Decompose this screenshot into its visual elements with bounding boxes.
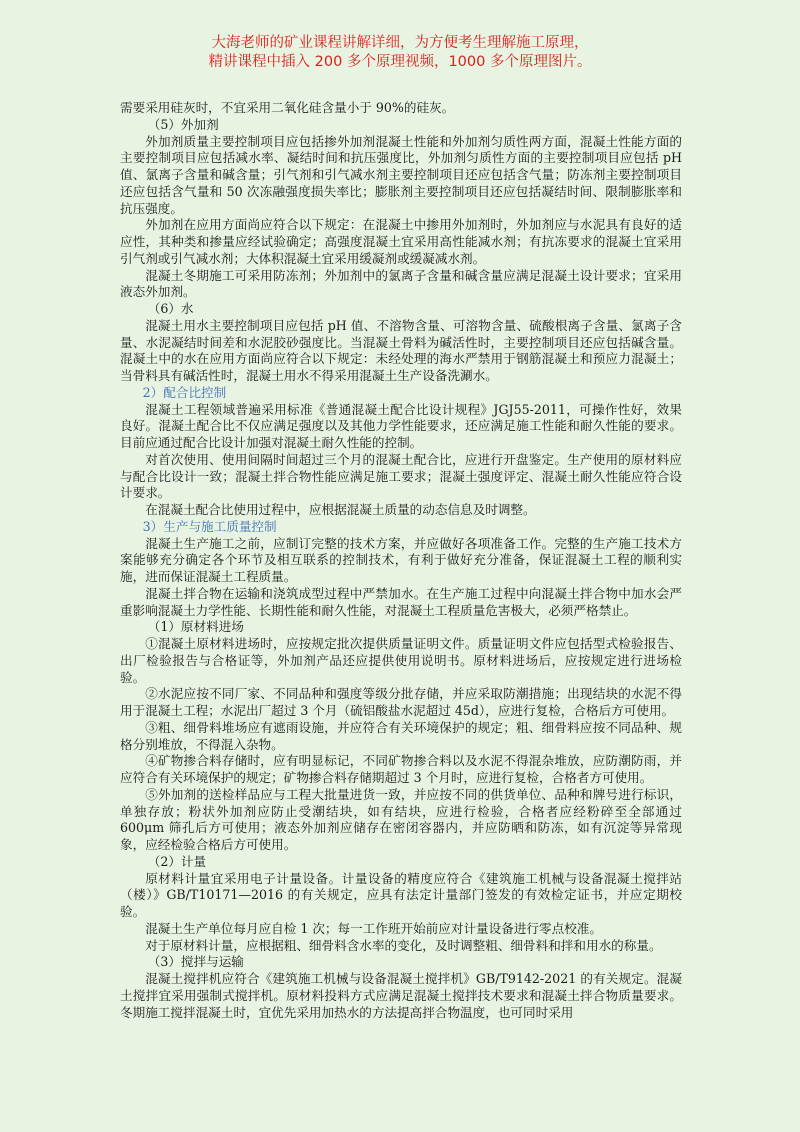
promo-banner — [0, 34, 800, 72]
paragraph: 需要采用硅灰时，不宜采用二氧化硅含量小于 90%的硅灰。 — [120, 100, 455, 115]
section-heading: （2）计量 — [147, 853, 207, 869]
paragraph: 外加剂质量主要控制项目应包括掺外加剂混凝土性能和外加剂匀质性两方面，混凝土性能方面的主要控制项目应包括减水率、凝结时间和抗压强度比，外加剂匀质性方面的主要控制项目应包括 pH 值、氯离子含量和碱含量；引气剂和引气减水剂主要控制项目还应包括含气量；防冻剂主要控制项目还应包括含气量和 50 次冻融强度损失率比；膨胀剂主要控制项目还应包括凝结时间、限制膨胀率和抗压强度。 — [120, 133, 682, 216]
paragraph: 外加剂在应用方面尚应符合以下规定：在混凝土中掺用外加剂时，外加剂应与水泥具有良好的适应性，其种类和掺量应经试验确定；高强度混凝土宜采用高性能减水剂；有抗冻要求的混凝土宜采用引气剂或引气减水剂；大体积混凝土宜采用缓凝剂或缓凝减水剂。 — [120, 217, 682, 266]
paragraph: ④矿物掺合料存储时，应有明显标记，不同矿物掺合料以及水泥不得混杂堆放，应防潮防雨，并应符合有关环境保护的规定；矿物掺合料存储期超过 3 个月时，应进行复检，合格者方可使用。 — [120, 753, 682, 785]
section-heading: （1）原材料进场 — [147, 619, 244, 635]
paragraph: 混凝土冬期施工可采用防冻剂；外加剂中的氯离子含量和碱含量应满足混凝土设计要求；宜采用液态外加剂。 — [120, 267, 682, 300]
paragraph: ③粗、细骨料堆场应有遮雨设施，并应符合有关环境保护的规定；粗、细骨料应按不同品种、规格分别堆放，不得混入杂物。 — [120, 719, 682, 752]
paragraph: ①混凝土原材料进场时，应按规定批次提供质量证明文件。质量证明文件应包括型式检验报告、出厂检验报告与合格证等，外加剂产品还应提供使用说明书。原材料进场后，应按规定进行进场检验。 — [120, 636, 682, 685]
section-heading: 3）生产与施工质量控制 — [142, 518, 277, 534]
banner-line-2: 精讲课程中插入 200 多个原理视频，1000 多个原理图片。 — [208, 54, 592, 70]
paragraph: 混凝土生产施工之前，应制订完整的技术方案，并应做好各项准备工作。完整的生产施工技术方案能够充分确定各个环节及相互联系的控制技术，有利于做好充分准备，保证混凝土工程的顺利实施，进而保证混凝土工程质量。 — [120, 535, 682, 584]
section-heading: （3）搅拌与运输 — [147, 954, 244, 970]
paragraph: 混凝土生产单位每月应自检 1 次；每一工作班开始前应对计量设备进行零点校准。 — [145, 920, 602, 936]
paragraph: 混凝土搅拌机应符合《建筑施工机械与设备混凝土搅拌机》GB/T9142-2021 的有关规定。混凝土搅拌宜采用强制式搅拌机。原材料投料方式应满足混凝土搅拌技术要求和混凝土拌合物质量要求。冬期施工搅拌混凝土时，宜优先采用加热水的方法提高拌合物温度，也可同时采用 — [120, 971, 682, 1020]
paragraph: ②水泥应按不同厂家、不同品种和强度等级分批存储，并应采取防潮措施；出现结块的水泥不得用于混凝土工程；水泥出厂超过 3 个月（硫铝酸盐水泥超过 45d），应进行复检，合格后方可使用。 — [120, 686, 682, 718]
paragraph: ⑤外加剂的送检样品应与工程大批量进货一致，并应按不同的供货单位、品种和牌号进行标识，单独存放；粉状外加剂应防止受潮结块，如有结块，应进行检验，合格者应经粉碎至全部通过 600μm 筛孔后方可使用；液态外加剂应储存在密闭容器内，并应防晒和防冻，如有沉淀等异常现象，应经检验合格后方可使用。 — [120, 786, 682, 852]
paragraph: 对于原材料计量，应根据粗、细骨料含水率的变化，及时调整粗、细骨料和拌和用水的称量。 — [145, 937, 662, 953]
paragraph: 原材料计量宜采用电子计量设备。计量设备的精度应符合《建筑施工机械与设备混凝土搅拌站（楼）》GB/T10171—2016 的有关规定，应具有法定计量部门签发的有效检定证书，并应定期校验。 — [120, 870, 682, 919]
paragraph: 对首次使用、使用间隔时间超过三个月的混凝土配合比，应进行开盘鉴定。生产使用的原材料应与配合比设计一致；混凝土拌合物性能应满足施工要求；混凝土强度评定、混凝土耐久性能应符合设计要求。 — [120, 451, 682, 501]
document-body — [120, 100, 682, 1021]
section-heading: 2）配合比控制 — [142, 384, 227, 400]
paragraph: 混凝土工程领域普遍采用标准《普通混凝土配合比设计规程》JGJ55-2011，可操作性好，效果良好。混凝土配合比不仅应满足强度以及其他力学性能要求，还应满足施工性能和耐久性能的要求。目前应通过配合比设计加强对混凝土耐久性能的控制。 — [120, 401, 682, 450]
paragraph: 混凝土用水主要控制项目应包括 pH 值、不溶物含量、可溶物含量、硫酸根离子含量、氯离子含量、水泥凝结时间差和水泥胶砂强度比。当混凝土骨料为碱活性时，主要控制项目还应包括碱含量。混凝土中的水在应用方面尚应符合以下规定：未经处理的海水严禁用于钢筋混凝土和预应力混凝土；当骨料具有碱活性时，混凝土用水不得采用混凝土生产设备洗涮水。 — [120, 317, 682, 383]
banner-line-1: 大海老师的矿业课程讲解详细，为方便考生理解施工原理， — [211, 35, 589, 51]
paragraph: 混凝土拌合物在运输和浇筑成型过程中严禁加水。在生产施工过程中向混凝土拌合物中加水会严重影响混凝土力学性能、长期性能和耐久性能，对混凝土工程质量危害极大，必须严格禁止。 — [120, 585, 682, 618]
paragraph: 在混凝土配合比使用过程中，应根据混凝土质量的动态信息及时调整。 — [145, 502, 536, 517]
section-heading: （6）水 — [147, 301, 194, 316]
section-heading: （5）外加剂 — [147, 116, 219, 132]
